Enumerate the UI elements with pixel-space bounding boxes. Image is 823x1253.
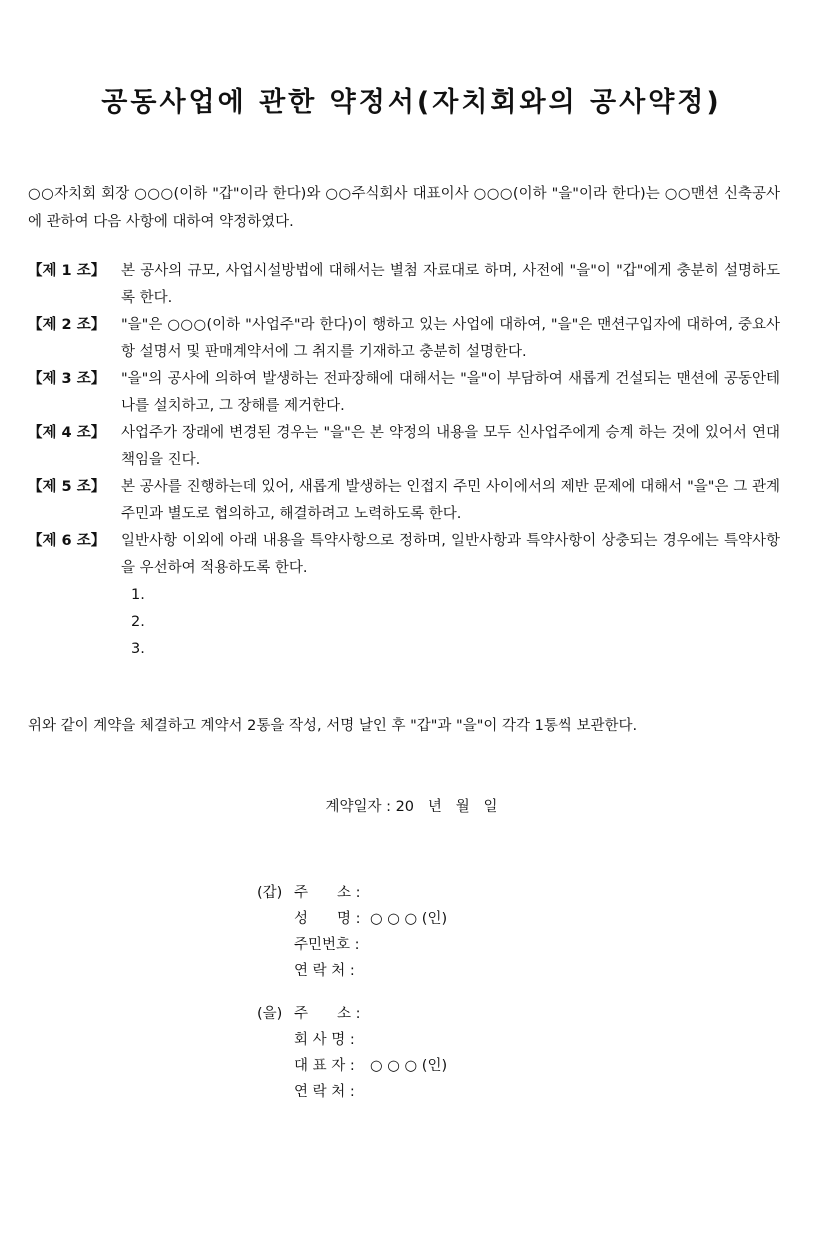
name-value: ○ ○ ○ (인) [370, 911, 448, 927]
articles-list [28, 258, 780, 663]
address-value [370, 880, 447, 906]
contact-label: 연 락 처 : [294, 963, 355, 979]
company-value [370, 1027, 447, 1053]
party-b-company-row [257, 1027, 447, 1053]
party-b-representative-row [257, 1053, 447, 1079]
article-5 [28, 474, 780, 528]
contact-value [370, 1079, 447, 1105]
party-b-block [257, 1001, 447, 1105]
special-items-list [131, 582, 780, 663]
article-2 [28, 312, 780, 366]
article-4 [28, 420, 780, 474]
party-b-tag: (을) [257, 1006, 283, 1022]
id-number-label: 주민번호 : [294, 937, 360, 953]
article-text: "을"의 공사에 의하여 발생하는 전파장해에 대해서는 "을"이 부담하여 새롭게 건설되는 맨션에 공동안테나를 설치하고, 그 장해를 제거한다. [121, 371, 780, 414]
article-number: 【제 4 조】 [28, 425, 106, 441]
article-text: 본 공사의 규모, 사업시설방법에 대해서는 별첨 자료대로 하며, 사전에 "을"이 "갑"에게 충분히 설명하도록 한다. [121, 263, 780, 306]
closing-paragraph: 위와 같이 계약을 체결하고 계약서 2통을 작성, 서명 날인 후 "갑"과 "을"이 각각 1통씩 보관한다. [28, 718, 638, 734]
party-b-contact-row [257, 1079, 447, 1105]
article-number: 【제 3 조】 [28, 371, 106, 387]
contract-date: 계약일자 : 20 년 월 일 [325, 799, 498, 815]
address-label: 주 소 : [294, 885, 361, 901]
intro-paragraph: ○○자치회 회장 ○○○(이하 "갑"이라 한다)와 ○○주식회사 대표이사 ○○○(이하 "을"이라 한다)는 ○○맨션 신축공사에 관하여 다음 사항에 대하여 약정하였다. [28, 186, 780, 230]
special-item: 1. [131, 587, 145, 603]
article-text: 사업주가 장래에 변경된 경우는 "을"은 본 약정의 내용을 모두 신사업주에게 승계 하는 것에 있어서 연대책임을 진다. [121, 425, 780, 468]
article-text: 본 공사를 진행하는데 있어, 새롭게 발생하는 인접지 주민 사이에서의 제반 문제에 대해서 "을"은 그 관계주민과 별도로 협의하고, 해결하려고 노력하도록 한다. [121, 479, 780, 522]
article-text: "을"은 ○○○(이하 "사업주"라 한다)이 행하고 있는 사업에 대하여, "을"은 맨션구입자에 대하여, 중요사항 설명서 및 판매계약서에 그 취지를 기재하고 충분히 설명한다. [121, 317, 780, 360]
contact-label: 연 락 처 : [294, 1084, 355, 1100]
party-a-tag: (갑) [257, 885, 283, 901]
article-number: 【제 2 조】 [28, 317, 106, 333]
party-a-id-row [257, 932, 447, 958]
contact-value [370, 958, 447, 984]
document-title: 공동사업에 관한 약정서(자치회와의 공사약정) [101, 87, 722, 118]
article-3 [28, 366, 780, 420]
article-6 [28, 528, 780, 582]
party-a-name-row [257, 906, 447, 932]
article-number: 【제 6 조】 [28, 533, 106, 549]
representative-label: 대 표 자 : [294, 1058, 355, 1074]
article-1 [28, 258, 780, 312]
name-label: 성 명 : [294, 911, 361, 927]
company-label: 회 사 명 : [294, 1032, 355, 1048]
party-b-address-row [257, 1001, 447, 1027]
party-a-block [257, 880, 447, 984]
article-number: 【제 1 조】 [28, 263, 106, 279]
article-text: 일반사항 이외에 아래 내용을 특약사항으로 정하며, 일반사항과 특약사항이 상충되는 경우에는 특약사항을 우선하여 적용하도록 한다. [121, 533, 780, 576]
representative-value: ○ ○ ○ (인) [370, 1058, 448, 1074]
special-item: 3. [131, 641, 145, 657]
article-number: 【제 5 조】 [28, 479, 106, 495]
party-a-address-row [257, 880, 447, 906]
address-label: 주 소 : [294, 1006, 361, 1022]
special-item: 2. [131, 614, 145, 630]
address-value [370, 1001, 447, 1027]
id-number-value [370, 932, 447, 958]
party-a-contact-row [257, 958, 447, 984]
